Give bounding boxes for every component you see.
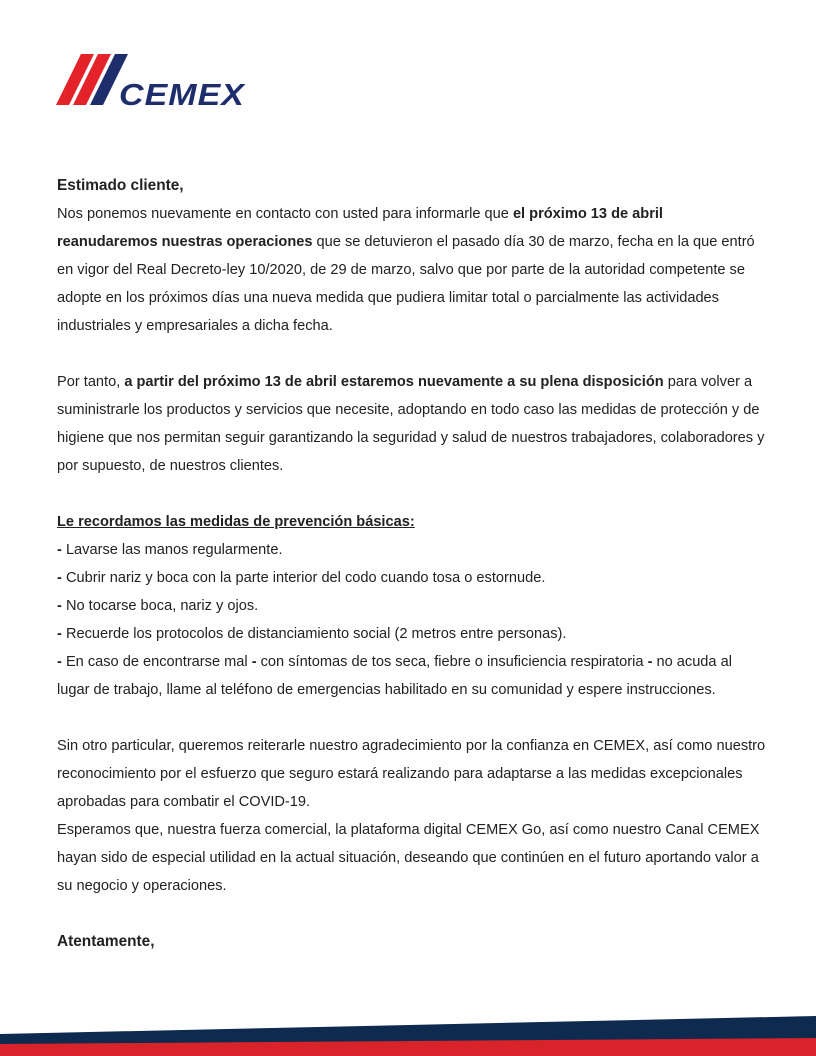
- paragraph-digital: Esperamos que, nuestra fuerza comercial, la plataforma digital CEMEX Go, así como nuestro Canal CEMEX hayan sido de especial utilidad en la actual situación, deseando que continúen en el futuro aportando valor a su negocio y operaciones.: [57, 822, 760, 894]
- dash: -: [57, 570, 62, 586]
- measure-text: Lavarse las manos regularmente.: [65, 542, 283, 558]
- measures-heading: Le recordamos las medidas de prevención básicas:: [57, 514, 415, 530]
- p1-bold: el próximo 13 de abril reanudaremos nuestras operaciones: [57, 206, 663, 250]
- dash: -: [647, 654, 653, 670]
- measure-text: Recuerde los protocolos de distanciamiento social (2 metros entre personas).: [65, 626, 567, 642]
- measure-item: [57, 592, 767, 620]
- dash: -: [57, 654, 62, 670]
- paragraph-availability: [57, 368, 767, 480]
- paragraph-thanks: Sin otro particular, queremos reiterarle nuestro agradecimiento por la confianza en CEMEX, así como nuestro reconocimiento por el esfuerzo que seguro estará realizando para adaptarse a las medidas excepcionales aprobadas para combatir el COVID-19.: [57, 738, 766, 810]
- greeting: Estimado cliente,: [57, 177, 184, 194]
- logo-wordmark: CEMEX: [119, 77, 247, 110]
- measure-text: no acuda al lugar de trabajo, llame al teléfono de emergencias habilitado en su comunidad y espere instrucciones.: [57, 654, 732, 698]
- measure-item: [57, 536, 767, 564]
- measure-item: [57, 620, 767, 648]
- dash: -: [57, 542, 62, 558]
- closing: Atentamente,: [57, 933, 155, 950]
- p1-text-a: Nos ponemos nuevamente en contacto con usted para informarle que: [57, 206, 513, 222]
- footer-band: [0, 1016, 816, 1056]
- letter-body: [57, 172, 767, 956]
- measure-text: En caso de encontrarse mal: [65, 654, 252, 670]
- measures-section: [57, 508, 767, 704]
- dash: -: [251, 654, 257, 670]
- measure-text: con síntomas de tos seca, fiebre o insuficiencia respiratoria: [256, 654, 648, 670]
- dash: -: [57, 626, 62, 642]
- measure-item: [57, 564, 767, 592]
- dash: -: [57, 598, 62, 614]
- measure-text: No tocarse boca, nariz y ojos.: [65, 598, 259, 614]
- paragraph-reopening: [57, 200, 767, 340]
- measure-text: Cubrir nariz y boca con la parte interior del codo cuando tosa o estornude.: [65, 570, 546, 586]
- measure-item: [57, 648, 767, 704]
- p2-bold: a partir del próximo 13 de abril estaremos nuevamente a su plena disposición: [124, 374, 664, 390]
- p2-text-a: Por tanto,: [57, 374, 125, 390]
- cemex-logo: [56, 54, 248, 110]
- p1-text-c: que se detuvieron el pasado día 30 de marzo, fecha en la que entró en vigor del Real Decreto-ley 10/2020, de 29 de marzo, salvo que por parte de la autoridad competente se adopte en los próximos días una nueva medida que pudiera limitar total o parcialmente las actividades industriales y empresariales a dicha fecha.: [57, 234, 755, 334]
- p2-text-c: para volver a suministrarle los productos y servicios que necesite, adoptando en todo caso las medidas de protección y de higiene que nos permitan seguir garantizando la seguridad y salud de nuestros trabajadores, colaboradores y por supuesto, de nuestros clientes.: [57, 374, 765, 474]
